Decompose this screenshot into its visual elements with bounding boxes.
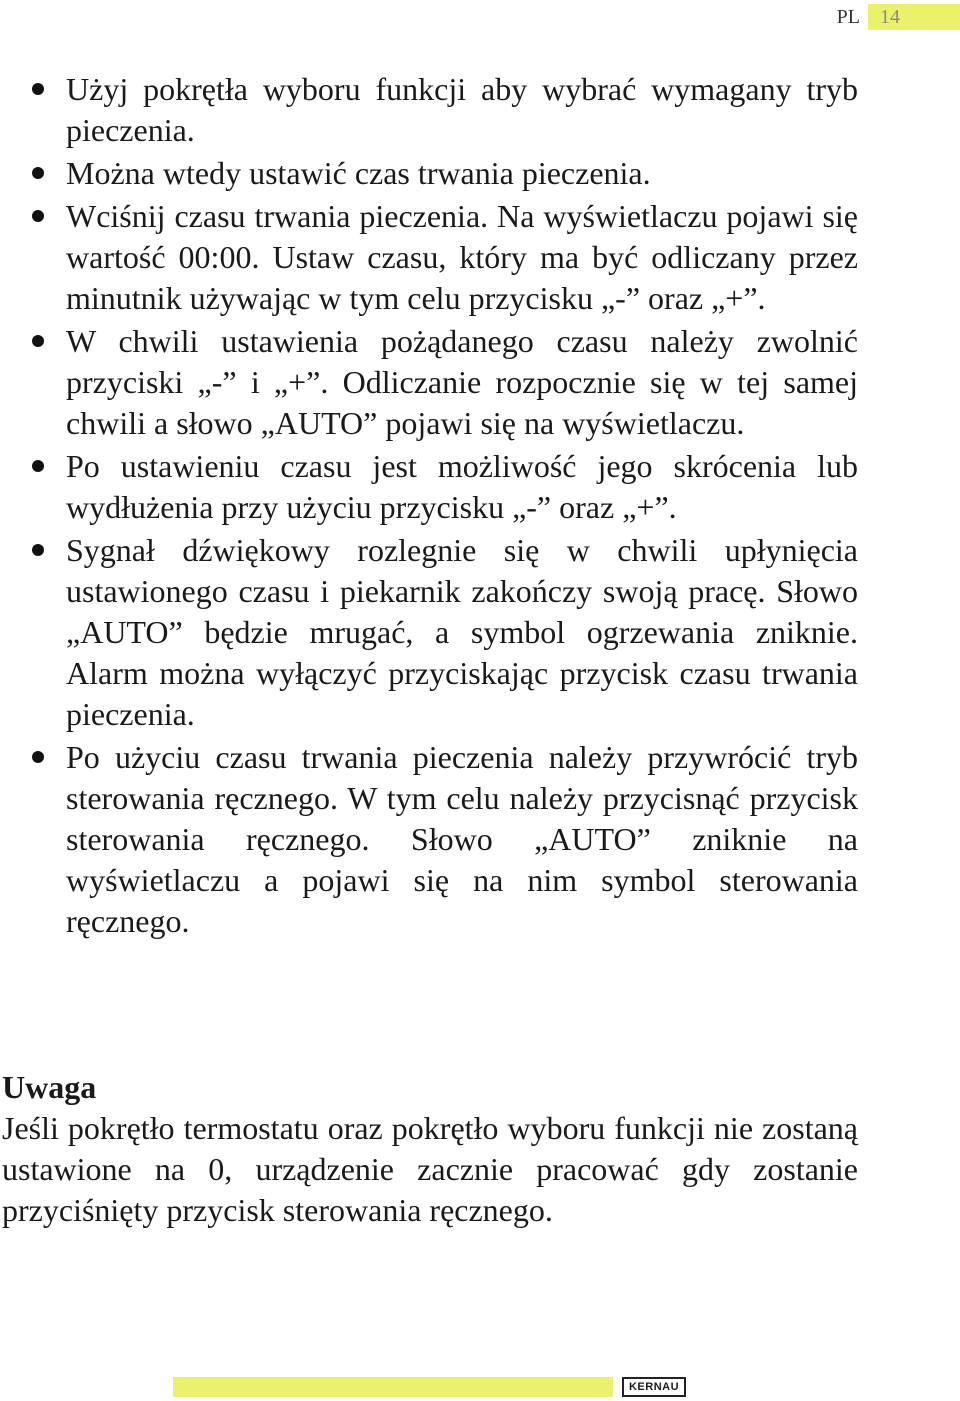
bullet-icon	[32, 544, 44, 556]
footer-accent-bar	[173, 1377, 613, 1397]
page-number: 14	[868, 4, 960, 30]
list-item-text: W chwili ustawienia pożądanego czasu należy zwolnić przyciski „-” i „+”. Odliczanie rozpocznie się w tej samej chwili a słowo „AUTO” pojawi się na wyświetlaczu.	[66, 323, 858, 441]
list-item	[0, 446, 858, 528]
note-body: Jeśli pokrętło termostatu oraz pokrętło wyboru funkcji nie zostaną ustawione na 0, urządzenie zacznie pracować gdy zostanie przyciśnięty przycisk sterowania ręcznego.	[2, 1110, 858, 1228]
language-label: PL	[836, 5, 860, 28]
list-item	[0, 69, 858, 151]
warning-note	[2, 1067, 858, 1231]
list-item-text: Można wtedy ustawić czas trwania pieczenia.	[66, 155, 651, 191]
list-item-text: Użyj pokrętła wyboru funkcji aby wybrać wymagany tryb pieczenia.	[66, 71, 858, 148]
list-item	[0, 530, 858, 735]
list-item	[0, 737, 858, 942]
list-item	[0, 196, 858, 319]
page-header	[837, 4, 960, 30]
bullet-icon	[32, 335, 44, 347]
bullet-icon	[32, 751, 44, 763]
list-item-text: Po ustawieniu czasu jest możliwość jego skrócenia lub wydłużenia przy użyciu przycisku „-” oraz „+”.	[66, 448, 858, 525]
list-item-text: Sygnał dźwiękowy rozlegnie się w chwili upłynięcia ustawionego czasu i piekarnik zakończy swoją pracę. Słowo „AUTO” będzie mrugać, a symbol ogrzewania zniknie. Alarm można wyłączyć przyciskając przycisk czasu trwania pieczenia.	[66, 532, 858, 732]
list-item-text: Wciśnij czasu trwania pieczenia. Na wyświetlaczu pojawi się wartość 00:00. Ustaw czasu, który ma być odliczany przez minutnik używając w tym celu przycisku „-” oraz „+”.	[66, 198, 858, 316]
bullet-icon	[32, 167, 44, 179]
bullet-icon	[32, 460, 44, 472]
note-title: Uwaga	[2, 1069, 97, 1105]
list-item	[0, 321, 858, 444]
bullet-icon	[32, 83, 44, 95]
list-item	[0, 153, 858, 194]
brand-logo: KERNAU	[622, 1377, 686, 1397]
bullet-icon	[32, 210, 44, 222]
list-item-text: Po użyciu czasu trwania pieczenia należy przywrócić tryb sterowania ręcznego. W tym celu należy przycisnąć przycisk sterowania ręcznego. Słowo „AUTO” zniknie na wyświetlaczu a pojawi się na nim symbol sterowania ręcznego.	[66, 739, 858, 939]
instruction-list	[0, 69, 858, 944]
